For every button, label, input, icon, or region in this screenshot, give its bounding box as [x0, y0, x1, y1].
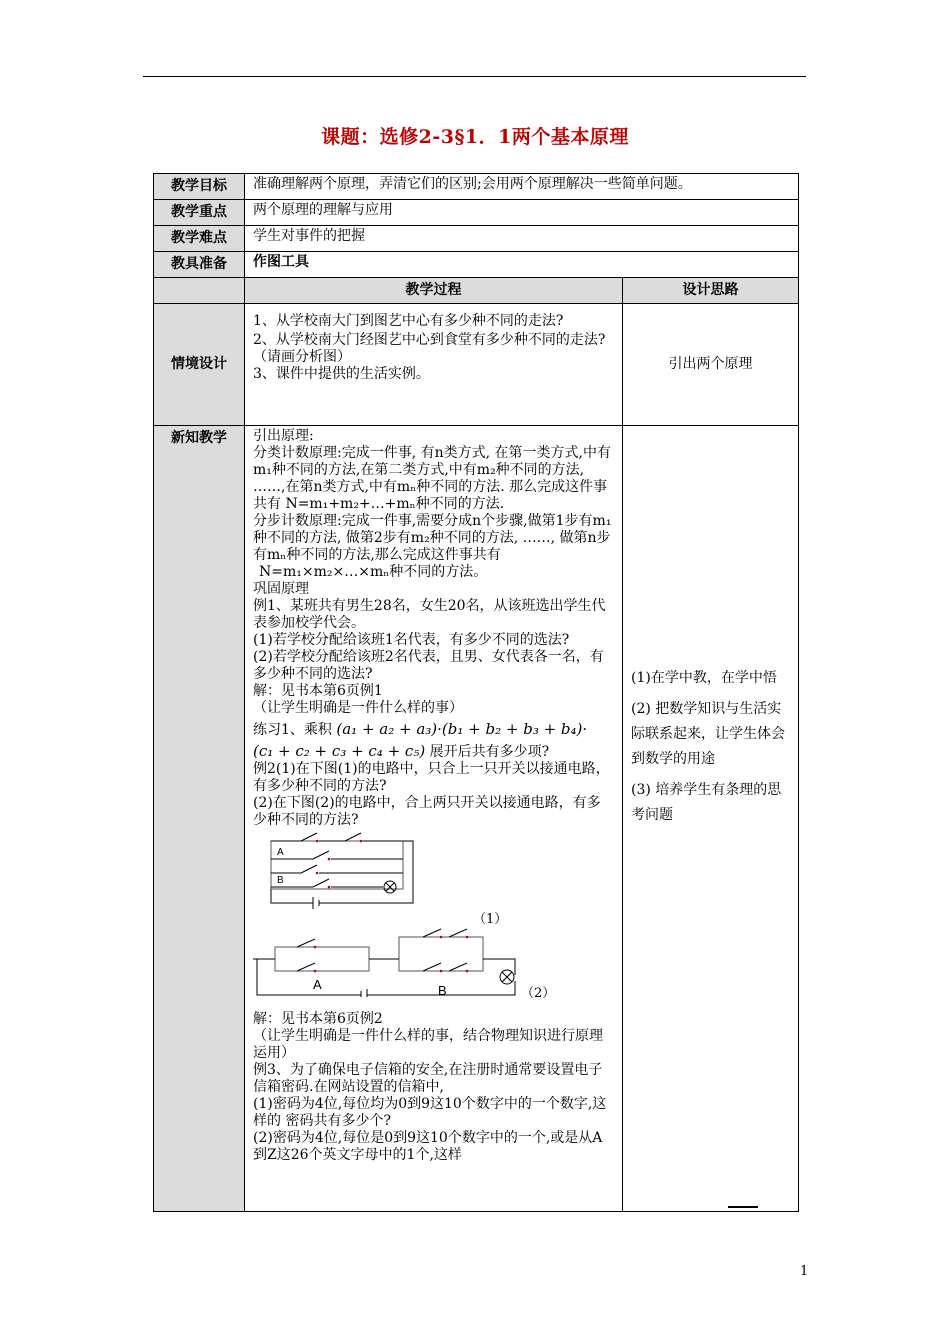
row-newknow	[154, 426, 799, 1212]
page-mark	[728, 1206, 758, 1208]
newknow-line: (1)密码为4位,每位均为0到9这10个数字中的一个数字,这样的 密码共有多少个?	[253, 1096, 607, 1129]
header-rule	[143, 76, 806, 77]
design-point-3: (3) 培养学生有条理的思考问题	[631, 782, 782, 823]
formula-1: (a₁ + a₂ + a₃)·(b₁ + b₂ + b₃ + b₄)·	[336, 720, 588, 738]
row-goal	[154, 174, 799, 200]
circuit-figures	[253, 829, 614, 1001]
newknow-line: （让学生明确是一件什么样的事，结合物理知识进行原理运用）	[253, 1028, 603, 1061]
focus-label: 教学重点	[154, 200, 245, 226]
circuit-2-contacts	[314, 936, 469, 973]
newknow-line: (2)密码为4位,每位是0到9这10个数字中的一个,或是从A到Z这26个英文字母中的1个,这样	[253, 1130, 603, 1163]
switch-b-label-1: B	[277, 875, 284, 886]
newknow-line: 解：见书本第6页例1	[253, 683, 383, 699]
difficulty-label: 教学难点	[154, 226, 245, 252]
figure-2-label: （2）	[521, 986, 556, 1001]
newknow-line: N=m₁×m₂×…×mₙ种不同的方法。	[259, 564, 488, 580]
goal-label: 教学目标	[154, 174, 245, 200]
design-point-1: (1)在学中教，在学中悟	[631, 670, 777, 686]
scenario-line-1: 1、从学校南大门到图艺中心有多少种不同的走法?	[253, 313, 564, 329]
scenario-design: 引出两个原理	[623, 304, 799, 426]
exercise-line	[253, 721, 614, 739]
row-scenario	[154, 304, 799, 426]
design-header: 设计思路	[623, 278, 799, 304]
newknow-line: 巩固原理	[253, 581, 309, 597]
circuit-2	[253, 929, 515, 997]
row-focus	[154, 200, 799, 226]
scenario-label: 情境设计	[154, 304, 245, 426]
newknow-line: 例1、某班共有男生28名，女生20名，从该班选出学生代表参加校学代会。	[253, 598, 606, 631]
process-header: 教学过程	[245, 278, 623, 304]
page-number: 1	[800, 1264, 809, 1279]
tools-label: 教具准备	[154, 252, 245, 278]
newknow-line: 解：见书本第6页例2	[253, 1011, 383, 1027]
exercise-prefix: 练习1、乘积	[253, 722, 332, 738]
newknow-line: (2)若学校分配给该班2名代表，且男、女代表各一名，有多少种不同的选法?	[253, 649, 604, 682]
page-title: 课题：选修2-3§1．1两个基本原理	[321, 126, 629, 148]
newknow-line: （让学生明确是一件什么样的事）	[253, 700, 463, 716]
newknow-line: (1)若学校分配给该班1名代表，有多少不同的选法?	[253, 632, 570, 648]
switch-b-label-2: B	[438, 983, 447, 997]
newknow-design	[623, 426, 799, 1212]
row-headers	[154, 278, 799, 304]
focus-text: 两个原理的理解与应用	[245, 200, 799, 226]
exercise-suffix: 展开后共有多少项?	[429, 744, 550, 760]
design-point-2: (2) 把数学知识与生活实际联系起来，让学生体会到数学的用途	[631, 701, 785, 767]
figure-1-label: （1）	[473, 912, 508, 927]
difficulty-text: 学生对事件的把握	[245, 226, 799, 252]
switch-a-label-2: A	[313, 977, 322, 992]
circuit-diagram	[253, 829, 615, 997]
lesson-table	[153, 173, 799, 1212]
switch-a-label-1: A	[277, 847, 284, 858]
goal-text: 准确理解两个原理，弄清它们的区别;会用两个原理解决一些简单问题。	[245, 174, 799, 200]
newknow-content	[245, 426, 623, 1212]
scenario-content	[245, 304, 623, 426]
circuit-1-contacts	[316, 840, 363, 889]
newknow-line: 例2(1)在下图(1)的电路中，只合上一只开关以接通电路，有多少种不同的方法?	[253, 761, 610, 794]
newknow-line: (2)在下图(2)的电路中，合上两只开关以接通电路，有多少种不同的方法?	[253, 795, 601, 828]
newknow-line: 分类计数原理:完成一件事, 有n类方式, 在第一类方式,中有m₁种不同的方法,在第二类方式,中有m₂种不同的方法, ……,在第n类方式,中有mₙ种不同的方法. 那么完成这件事共有 N=m₁+m₂+…+mₙ种不同的方法.	[253, 445, 611, 512]
scenario-line-2: 2、从学校南大门经图艺中心到食堂有多少种不同的走法?（请画分析图）	[253, 332, 606, 365]
newknow-line: 例3、为了确保电子信箱的安全,在注册时通常要设置电子信箱密码.在网站设置的信箱中,	[253, 1062, 603, 1095]
tools-text: 作图工具	[245, 252, 799, 278]
formula-2: (c₁ + c₂ + c₃ + c₄ + c₅)	[253, 742, 426, 760]
row-tools	[154, 252, 799, 278]
scenario-line-3: 3、课件中提供的生活实例。	[253, 366, 430, 382]
exercise-line-2	[253, 743, 614, 761]
circuit-1	[271, 833, 413, 909]
newknow-label: 新知教学	[154, 426, 245, 1212]
newknow-line: 引出原理:	[253, 428, 314, 444]
row-difficulty	[154, 226, 799, 252]
newknow-line: 分步计数原理:完成一件事,需要分成n个步骤,做第1步有m₁种不同的方法, 做第2步有m₂种不同的方法, ……, 做第n步有mₙ种不同的方法,那么完成这件事共有	[253, 513, 612, 563]
